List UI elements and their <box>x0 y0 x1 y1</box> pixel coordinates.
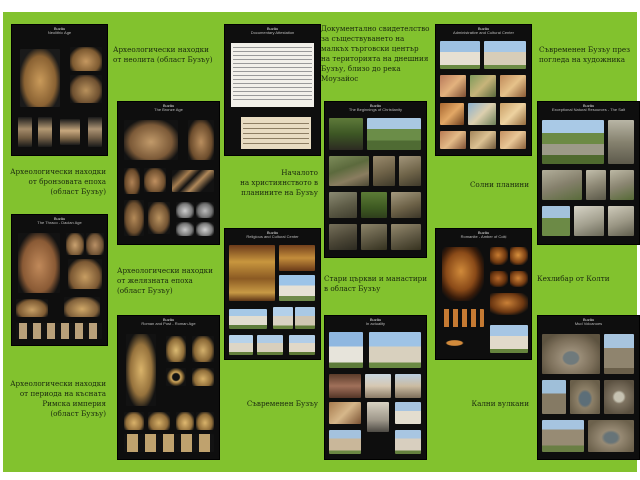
hermit-monk-photo <box>329 118 363 150</box>
mud-crater-photo-2 <box>588 420 634 452</box>
panel-documentary-attestation[interactable] <box>224 24 321 156</box>
panel-subtitle: The Beginnings of Christianity <box>348 107 403 112</box>
neolithic-vessel-photo <box>20 49 60 107</box>
museum-building-photo <box>490 325 528 353</box>
city-building-photo <box>329 374 361 398</box>
dacian-bowl-photo-2 <box>64 297 100 317</box>
panel-subtitle: Neolithic Age <box>47 30 72 35</box>
caption-bronze-age: Археологически находки от бронзовата епоха (област Бузъу) <box>10 167 106 196</box>
panel-title: Buzău <box>582 317 595 322</box>
panel-title: Buzău <box>477 230 490 235</box>
panel-in-actuality[interactable] <box>324 315 427 460</box>
painting-art-photo <box>440 75 466 97</box>
dacian-cup-photo <box>68 259 102 289</box>
bronze-vessel-photo <box>176 202 194 218</box>
roman-jewel-photo <box>166 336 186 362</box>
iconostasis-photo <box>229 245 275 301</box>
caption-roman-age: Археологически находки от периода на късната Римска империя (област Бузъу) <box>10 379 106 418</box>
caption-contemporary-buzau: Съвременен Бузъу <box>246 399 318 408</box>
salt-slope-photo-2 <box>586 170 606 200</box>
amber-necklace-photo <box>442 309 484 327</box>
mud-bubble-photo <box>604 380 634 414</box>
roman-cups-photo <box>124 412 144 430</box>
monastery-photo-3 <box>295 307 315 329</box>
roman-jewel-photo-2 <box>192 336 214 362</box>
neolithic-figurine-photo <box>70 75 102 103</box>
mud-crater-photo <box>542 334 600 374</box>
monastery-photo-2 <box>273 307 293 329</box>
cave-interior-photo <box>329 224 357 250</box>
amber-piece-photo-4 <box>510 271 528 287</box>
roman-cups-photo-4 <box>196 412 214 430</box>
salt-crystal-photo <box>574 206 604 236</box>
panel-subtitle: Mud Volcanoes <box>574 321 603 326</box>
panel-title: Buzău <box>369 103 382 108</box>
building-photo <box>484 41 526 69</box>
caption-churches-monasteries: Стари църкви и манастири в област Бузъу <box>324 274 428 293</box>
salt-rock-photo <box>608 120 634 164</box>
town-hall-photo <box>369 332 421 368</box>
mud-pool-photo <box>570 380 600 414</box>
panel-header <box>325 104 426 112</box>
caption-amber-colti: Кехлибар от Колти <box>537 274 610 283</box>
neolithic-idols-photo-2 <box>38 117 52 147</box>
bronze-jug-photo <box>124 168 140 194</box>
panel-beginnings-christianity[interactable] <box>324 101 427 258</box>
painting-art-photo-4 <box>440 103 464 125</box>
cave-interior-photo-3 <box>391 224 421 250</box>
church-photo-6 <box>289 335 315 355</box>
amber-piece-photo-2 <box>510 247 528 265</box>
panel-subtitle: Roman and Post - Roman Age <box>141 321 196 326</box>
panel-header <box>12 217 107 225</box>
caption-iron-age: Археологически находки от желязната епоха (област Бузъу) <box>117 266 213 295</box>
church-exterior-photo <box>279 275 315 301</box>
monastery-photo <box>229 309 267 329</box>
cave-interior-photo-2 <box>361 224 387 250</box>
bronze-figurine-photo <box>124 200 144 236</box>
bronze-bowl-photo <box>144 168 166 192</box>
panel-header <box>325 318 426 326</box>
panel-administrative-cultural-center[interactable] <box>435 24 532 156</box>
painting-art-photo-3 <box>500 75 526 97</box>
panel-title: Buzău <box>162 103 175 108</box>
salt-crystal-photo-2 <box>608 206 634 236</box>
panel-title: Buzău <box>266 230 279 235</box>
mud-field-photo <box>542 380 566 414</box>
painting-art-photo-5 <box>468 103 496 125</box>
church-photo-5 <box>257 335 283 355</box>
roman-statuette-photo <box>126 334 156 406</box>
dacian-figure-photo <box>18 233 60 293</box>
amber-large-photo <box>442 247 484 301</box>
museum-photo-3 <box>395 430 421 454</box>
painting-art-photo-9 <box>500 131 526 149</box>
panel-header <box>225 231 320 239</box>
roman-coins-photo <box>124 434 214 452</box>
roman-bowl-photo <box>192 368 214 386</box>
caption-christianity: Началото на християнството в планините на Бузъу <box>240 168 318 197</box>
church-interior-photo <box>279 245 315 271</box>
dacian-bowl-photo <box>16 299 48 317</box>
city-building-photo-3 <box>395 374 421 398</box>
neolithic-idols-photo-3 <box>60 119 80 145</box>
panel-title: Buzău <box>582 103 595 108</box>
city-building-photo-2 <box>365 374 391 398</box>
painting-art-photo-7 <box>440 131 466 149</box>
county-council-photo <box>329 332 363 368</box>
neolithic-pot-photo <box>70 47 102 71</box>
caption-neolithic: Археологически находки от неолита (област Бузъу) <box>113 45 213 64</box>
panel-subtitle: The Thraco - Dacian Age <box>37 220 82 225</box>
amber-piece-photo-3 <box>490 271 508 287</box>
panel-mud-volcanoes[interactable] <box>537 315 640 460</box>
roman-bracelet-photo <box>166 368 186 386</box>
bronze-rider-photo <box>148 202 170 234</box>
panel-header <box>538 318 639 326</box>
amber-piece-photo-5 <box>490 293 528 315</box>
mountain-valley-photo <box>367 118 421 150</box>
bronze-vase-photo <box>188 120 214 160</box>
caption-mud-volcanoes: Кални вулкани <box>471 399 529 408</box>
panel-title: Buzău <box>369 317 382 322</box>
panel-title: Buzău <box>477 26 490 31</box>
panel-religious-cultural-center[interactable] <box>224 228 321 360</box>
panel-neolithic-age[interactable] <box>11 24 108 156</box>
panel-header <box>225 27 320 35</box>
bronze-vessel-photo-3 <box>176 222 194 236</box>
panel-header <box>118 104 219 112</box>
caption-documentary: Документално свидетелство за съществуването на малкъх търговски център на територията на днешния Бузъу, близо до река Моузайос <box>321 24 430 83</box>
panel-roman-age[interactable] <box>117 315 220 460</box>
dacian-bust-photo <box>66 233 84 255</box>
rock-cave-photo-2 <box>373 156 395 186</box>
caption-salt-mountains: Солни планини <box>469 180 529 189</box>
panel-subtitle: In actuality <box>365 321 386 326</box>
roman-cups-photo-2 <box>148 412 170 430</box>
panel-subtitle: The Bronze Age <box>154 107 183 112</box>
rock-photo-4 <box>391 192 421 218</box>
panel-header <box>538 104 639 112</box>
dacian-coins-photo <box>16 323 102 339</box>
forest-photo <box>361 192 387 218</box>
panel-header <box>12 27 107 35</box>
panel-thraco-dacian-age[interactable] <box>11 214 108 346</box>
parchment-photo <box>241 117 311 149</box>
statue-photo <box>367 402 389 432</box>
caption-artist-view: Съвременен Бузъу през погледа на художника <box>539 45 631 64</box>
mud-cone-photo <box>604 334 634 374</box>
painting-art-photo-6 <box>500 103 526 125</box>
bronze-vessel-photo-4 <box>196 222 214 236</box>
panel-subtitle: Administrative and Cultural Center <box>453 30 514 35</box>
panel-header <box>118 318 219 326</box>
rock-cave-photo <box>329 156 369 186</box>
salt-slope-photo <box>542 170 582 200</box>
panel-title: Buzău <box>53 26 66 31</box>
rock-cave-photo-3 <box>399 156 421 186</box>
salt-mountain-photo <box>542 120 604 164</box>
palace-photo <box>440 41 480 69</box>
bronze-cup-photo <box>124 120 178 160</box>
bronze-tools-photo <box>172 170 214 192</box>
mud-landscape-photo <box>542 420 584 452</box>
panel-salt-resources[interactable] <box>537 101 640 245</box>
panel-bronze-age[interactable] <box>117 101 220 245</box>
panel-title: Buzău <box>266 26 279 31</box>
painting-photo <box>329 402 361 424</box>
church-photo-4 <box>229 335 253 355</box>
roman-cups-photo-3 <box>176 412 194 430</box>
panel-header <box>436 231 531 239</box>
amber-piece-photo <box>490 247 508 265</box>
salt-lake-photo <box>542 206 570 236</box>
panel-subtitle: Religious and Cultural Center <box>246 234 299 239</box>
panel-title: Buzău <box>53 216 66 221</box>
panel-title: Buzău <box>162 317 175 322</box>
green-poster-board <box>3 12 637 472</box>
painting-art-photo-2 <box>470 75 496 97</box>
neolithic-idols-photo-4 <box>88 117 102 147</box>
amber-jewels-photo <box>442 333 484 353</box>
neolithic-idols-photo-1 <box>18 117 32 147</box>
panel-romanite-amber[interactable] <box>435 228 532 360</box>
panel-subtitle: Documentary Attestation <box>250 30 295 35</box>
museum-photo <box>395 402 421 424</box>
panel-subtitle: Exceptional Natural Resources - The Salt <box>551 107 626 112</box>
panel-subtitle: Romanite - Amber of Colți <box>460 234 507 239</box>
rock-church-photo <box>329 192 357 218</box>
salt-slope-photo-3 <box>610 170 634 200</box>
painting-art-photo-8 <box>470 131 496 149</box>
bronze-vessel-photo-2 <box>196 202 214 218</box>
panel-header <box>436 27 531 35</box>
museum-photo-2 <box>329 430 361 454</box>
dacian-bust-photo-2 <box>86 233 104 255</box>
document-page-photo <box>231 43 314 107</box>
